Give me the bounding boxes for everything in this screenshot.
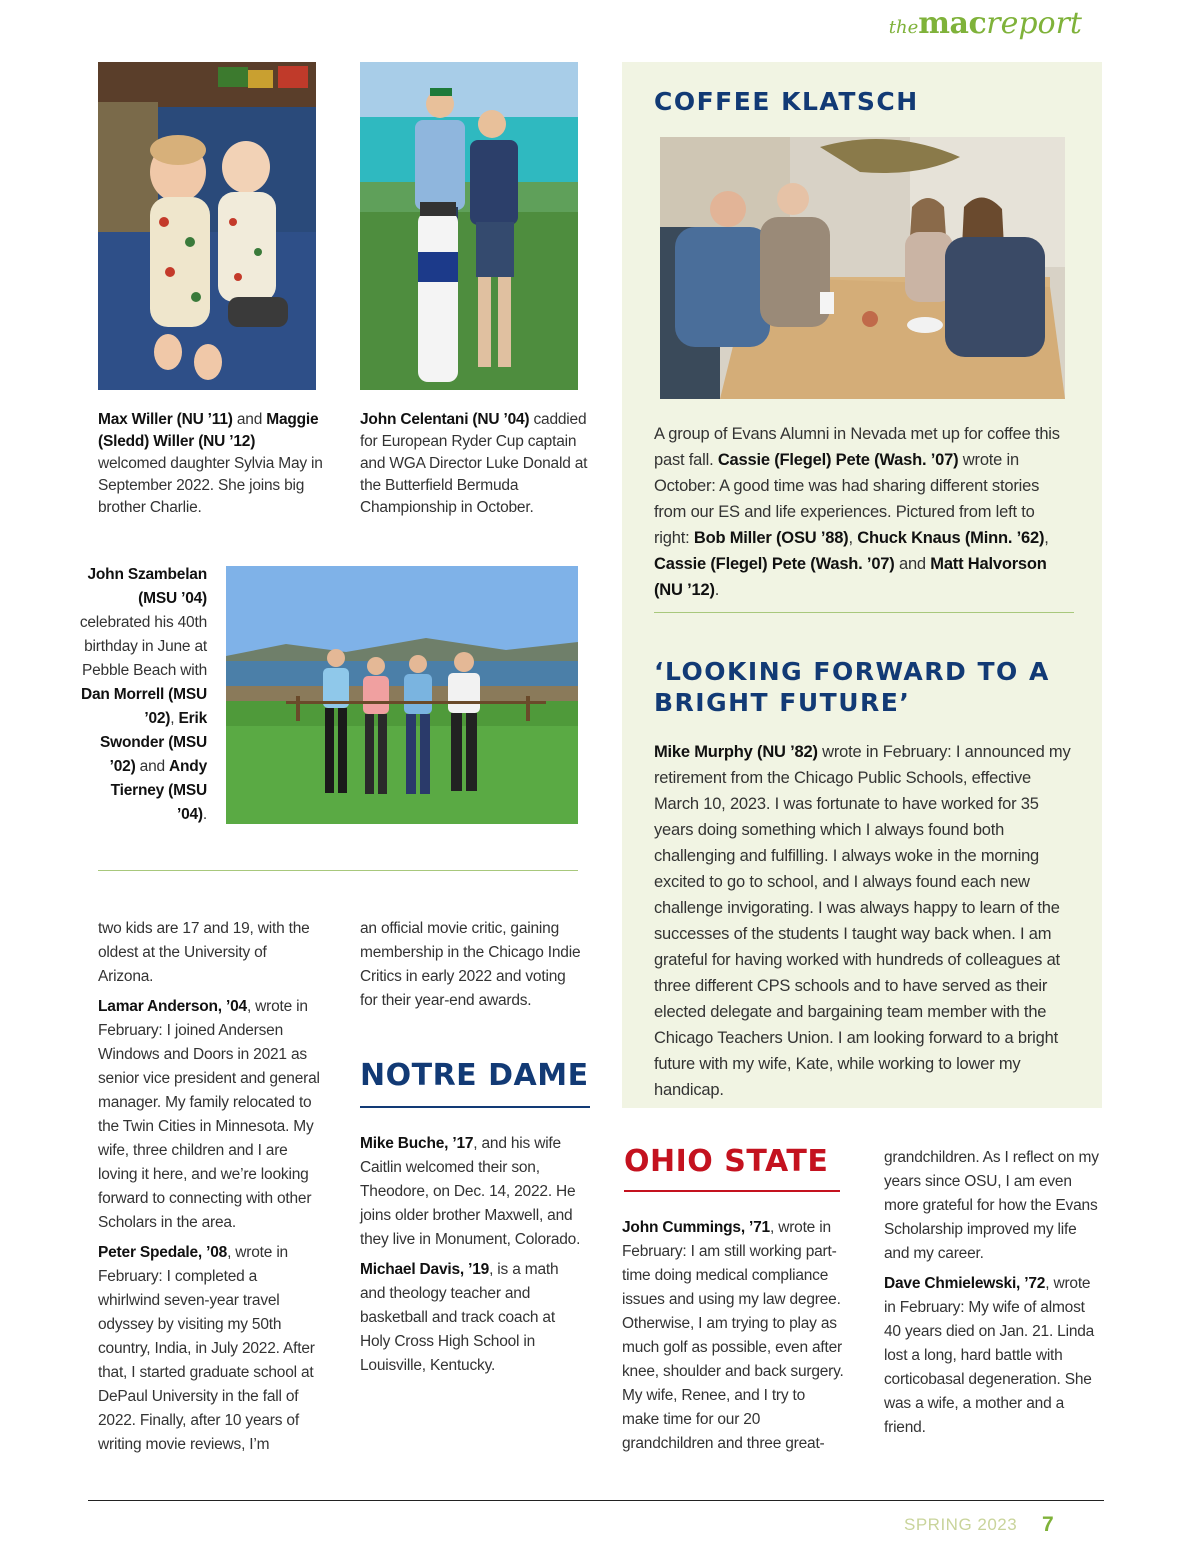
- issue-season: SPRING 2023: [904, 1515, 1018, 1534]
- bright-future-heading: ‘LOOKING FORWARD TO A BRIGHT FUTURE’: [654, 657, 1050, 717]
- celentani-golf-photo: [360, 62, 578, 390]
- notre-dame-body: [360, 1132, 586, 1384]
- szambelan-pebble-beach-photo: [226, 566, 578, 824]
- sidebar-divider: [654, 612, 1074, 613]
- column-2-body: an official movie critic, gaining membership in the Chicago Indie Critics in early 2022 and voting for their year-end awards.: [360, 920, 581, 1009]
- ohio-state-rule: [624, 1190, 840, 1192]
- ohio-state-heading: OHIO STATE: [624, 1144, 829, 1179]
- notre-dame-heading: NOTRE DAME: [360, 1058, 589, 1093]
- dave-chmielewski-note: Dave Chmielewski, ’72, wrote in February: My wife of almost 40 years died on Jan. 21. Linda lost a long, hard battle with corticobasal degeneration. She was a wife, a mother and a friend.: [884, 1275, 1095, 1436]
- footer-rule: [88, 1500, 1104, 1501]
- notre-dame-rule: [360, 1106, 590, 1108]
- section-divider: [98, 870, 578, 871]
- mike-buche-note: Mike Buche, ’17, and his wife Caitlin welcomed their son, Theodore, on Dec. 14, 2022. He joins older brother Maxwell, and they live in Monument, Colorado.: [360, 1135, 581, 1248]
- celentani-caption: John Celentani (NU ’04) caddied for European Ryder Cup captain and WGA Director Luke Donald at the Butterfield Bermuda Championship in October.: [360, 411, 588, 516]
- masthead-logo: themacreport: [888, 6, 1082, 41]
- michael-davis-note: Michael Davis, ’19, is a math and theology teacher and basketball and track coach at Holy Cross High School in Louisville, Kentucky.: [360, 1261, 559, 1374]
- coffee-klatsch-heading: COFFEE KLATSCH: [654, 87, 919, 116]
- peter-spedale-note: Peter Spedale, ’08, wrote in February: I completed a whirlwind seven-year travel odyssey by visiting my 50th country, India, in July 2022. After that, I started graduate school at DePaul University in the fall of 2022. Finally, after 10 years of writing movie reviews, I’m: [98, 1244, 315, 1453]
- willer-caption: Max Willer (NU ’11) and Maggie (Sledd) Willer (NU ’12) welcomed daughter Sylvia May in September 2022. She joins big brother Charlie.: [98, 411, 323, 516]
- page-number: 7: [1042, 1513, 1054, 1536]
- john-cummings-note: John Cummings, ’71, wrote in February: I am still working part-time doing medical compliance issues and using my law degree. Otherwise, I am trying to play as much golf as possible, even after knee, shoulder and back surgery. My wife, Renee, and I try to make time for our 20 grandchildren and three great-: [622, 1219, 844, 1452]
- szambelan-caption: John Szambelan (MSU ’04) celebrated his 40th birthday in June at Pebble Beach with Dan Morrell (MSU ’02), Erik Swonder (MSU ’02) and Andy Tierney (MSU ’04).: [79, 566, 207, 823]
- coffee-klatsch-body: A group of Evans Alumni in Nevada met up for coffee this past fall. Cassie (Flegel) Pete (Wash. ’07) wrote in October: A good time was had sharing different stories from our ES and life experiences. Pictured from left to right: Bob Miller (OSU ’88), Chuck Knaus (Minn. ’62), Cassie (Flegel) Pete (Wash. ’07) and Matt Halvorson (NU ’12).: [654, 425, 1060, 599]
- column-4-body: grandchildren. As I reflect on my years since OSU, I am even more grateful for how the Evans Scholarship improved my life and my career. Dave Chmielewski, ’72, wrote in February: My wife of almost 40 years died on Jan. 21. Linda lost a long, hard battle with corticobasal degeneration. She was a wife, a mother and a friend.: [884, 1146, 1104, 1446]
- lamar-anderson-note: Lamar Anderson, ’04, wrote in February: I joined Andersen Windows and Doors in 2021 as senior vice president and general manager. My family relocated to the Twin Cities in Minnesota. My wife, three children and I are loving it here, and we’re looking forward to connecting with other Scholars in the area.: [98, 998, 320, 1231]
- column-1-body: two kids are 17 and 19, with the oldest at the University of Arizona. Lamar Anderson, ’04, wrote in February: I joined Andersen Windows and Doors in 2021 as senior vice president and general manager. My family relocated to the Twin Cities in Minnesota. My wife, three children and I are loving it here, and we’re looking forward to connecting with other Scholars in the area. Peter Spedale, ’08, wrote in February: I completed a whirlwind seven-year travel odyssey by visiting my 50th country, India, in July 2022. After that, I started graduate school at DePaul University in the fall of 2022. Finally, after 10 years of writing movie reviews, I’m: [98, 917, 320, 1463]
- willer-kids-photo: [98, 62, 316, 390]
- mike-murphy-note: Mike Murphy (NU ’82) wrote in February: I announced my retirement from the Chicago Public Schools, effective March 10, 2023. I was fortunate to have worked for 35 years doing something which I always found both challenging and fulfilling. I always woke in the morning excited to go to school, and I always found each new challenge invigorating. I was always happy to learn of the successes of the students I taught way back when. I am grateful for having worked with hundreds of colleagues at three different CPS schools and to have served as their elected delegate and bargaining team member with the Chicago Teachers Union. I am looking forward to a bright future with my wife, Kate, while working to lower my handicap.: [654, 743, 1071, 1099]
- coffee-klatsch-photo: [660, 137, 1065, 399]
